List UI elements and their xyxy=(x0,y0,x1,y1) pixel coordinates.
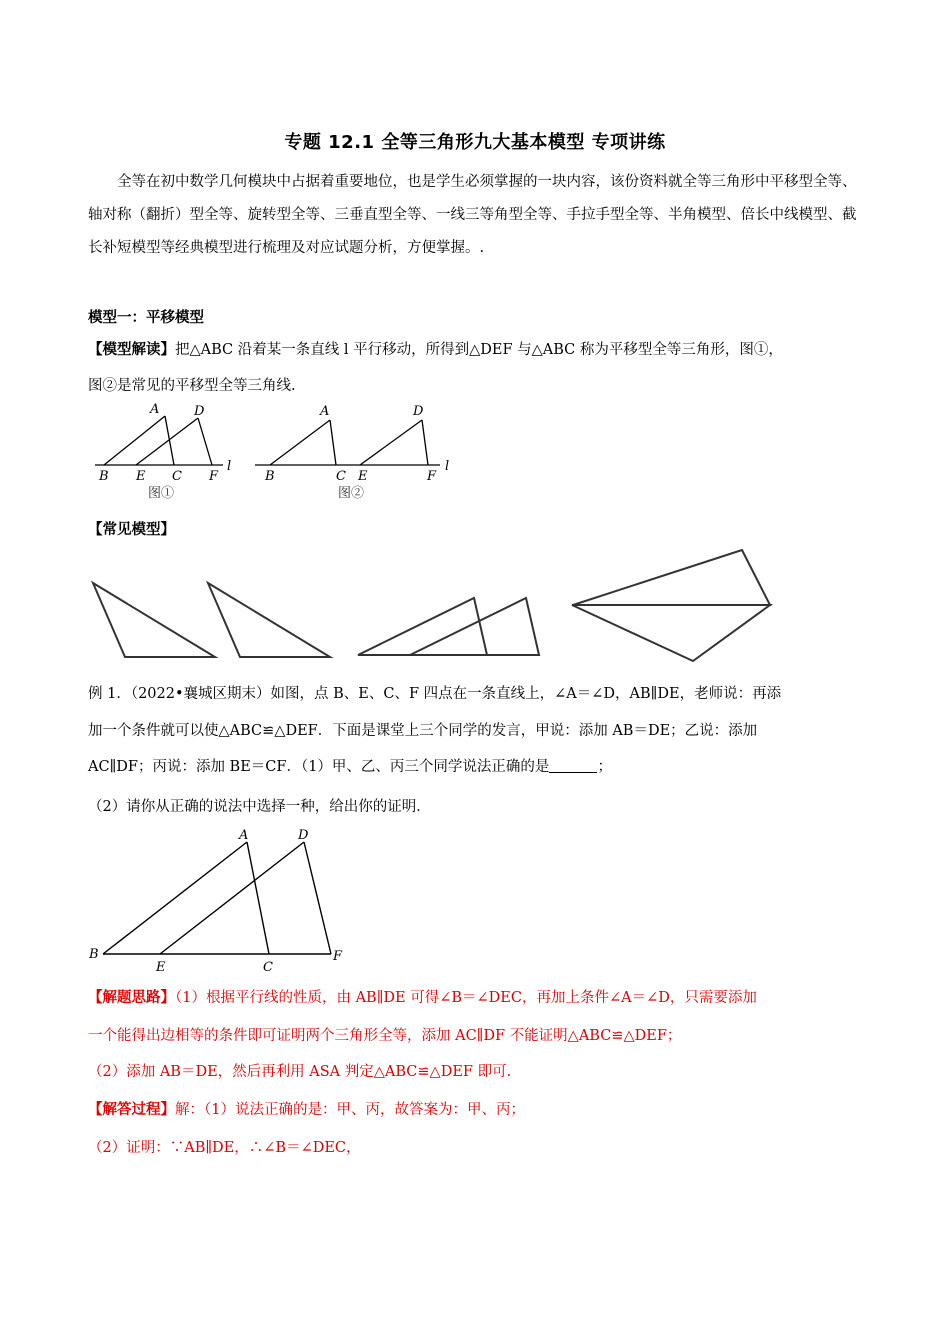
example1-line3 xyxy=(88,755,612,776)
process-label: 【解答过程】 xyxy=(88,1102,175,1118)
process-text-1: 解：（1）说法正确的是：甲、丙，故答案为：甲、丙； xyxy=(175,1102,525,1118)
example1-figure xyxy=(85,826,355,976)
fig1-label-f: F xyxy=(209,469,219,484)
solution-idea-line3: （2）添加 AB＝DE，然后再利用 ASA 判定△ABC≌△DEF 即可. xyxy=(88,1064,512,1080)
model1-heading: 模型一：平移模型 xyxy=(88,310,204,326)
ex-label-d: D xyxy=(298,828,309,843)
fig1-caption: 图① xyxy=(148,486,175,501)
fig1-label-d: D xyxy=(194,404,205,419)
ex-label-a: A xyxy=(239,828,249,843)
solution-idea-line2: 一个能得出边相等的条件即可证明两个三角形全等，添加 AC∥DF 不能证明△ABC≌△DEF； xyxy=(88,1028,682,1044)
model1-interpret-line1 xyxy=(88,338,783,359)
example1-line3-text: AC∥DF；丙说：添加 BE＝CF．（1）甲、乙、丙三个同学说法正确的是 xyxy=(88,759,550,775)
example1-line4: （2）请你从正确的说法中选择一种，给出你的证明． xyxy=(88,799,431,815)
interpret-text-1: 把△ABC 沿着某一条直线 l 平行移动，所得到△DEF 与△ABC 称为平移型全等三角形，图①， xyxy=(175,342,783,358)
fig1-label-b: B xyxy=(99,469,109,484)
solution-idea-line1 xyxy=(88,986,757,1007)
intro-paragraph: 全等在初中数学几何模块中占据着重要地位，也是学生必须掌握的一块内容，该份资料就全等三角形中平移型全等、轴对称（翻折）型全等、旋转型全等、三垂直型全等、一线三等角型全等、手拉手型全等、半角模型、倍长中线模型、截长补短模型等经典模型进行梳理及对应试题分析，方便掌握。. xyxy=(88,174,857,256)
fig2-label-b: B xyxy=(265,469,275,484)
common-models-figure xyxy=(85,545,785,670)
ex-label-b: B xyxy=(89,947,99,962)
idea-label: 【解题思路】 xyxy=(88,990,175,1006)
fig1-label-e: E xyxy=(136,469,146,484)
fig2-label-f: F xyxy=(427,469,437,484)
interpret-label: 【模型解读】 xyxy=(88,342,175,358)
fig1-label-a: A xyxy=(150,402,160,417)
fig2-label-c: C xyxy=(336,469,346,484)
solution-process-line1 xyxy=(88,1098,525,1119)
fig2-caption: 图② xyxy=(338,486,365,501)
ex-label-c: C xyxy=(263,960,273,975)
solution-process-line2: （2）证明：∵AB∥DE，∴∠B＝∠DEC， xyxy=(88,1140,361,1156)
figure-2 xyxy=(250,400,460,505)
answer-blank xyxy=(549,758,597,773)
idea-text-1: （1）根据平行线的性质，由 AB∥DE 可得∠B＝∠DEC，再加上条件∠A＝∠D，只需要添加 xyxy=(175,990,757,1006)
fig1-label-c: C xyxy=(172,469,182,484)
model1-interpret-line2: 图②是常见的平移型全等三角线. xyxy=(88,378,296,394)
fig2-label-e: E xyxy=(358,469,368,484)
page-title: 专题 12.1 全等三角形九大基本模型 专项讲练 xyxy=(284,132,666,153)
fig1-label-l: l xyxy=(227,459,232,474)
example1-line2: 加一个条件就可以使△ABC≌△DEF．下面是课堂上三个同学的发言，甲说：添加 AB＝DE；乙说：添加 xyxy=(88,723,758,739)
ex-label-f: F xyxy=(333,949,343,964)
fig2-label-d: D xyxy=(413,404,424,419)
example1-line1: 例 1．（2022•襄城区期末）如图，点 B、E、C、F 四点在一条直线上，∠A＝∠D，AB∥DE，老师说：再添 xyxy=(88,686,782,702)
figure-1 xyxy=(90,400,250,505)
fig2-label-a: A xyxy=(320,404,330,419)
example1-line3-end: ； xyxy=(597,759,612,775)
fig2-label-l: l xyxy=(445,459,450,474)
ex-label-e: E xyxy=(156,960,166,975)
common-models-label: 【常见模型】 xyxy=(88,522,175,538)
